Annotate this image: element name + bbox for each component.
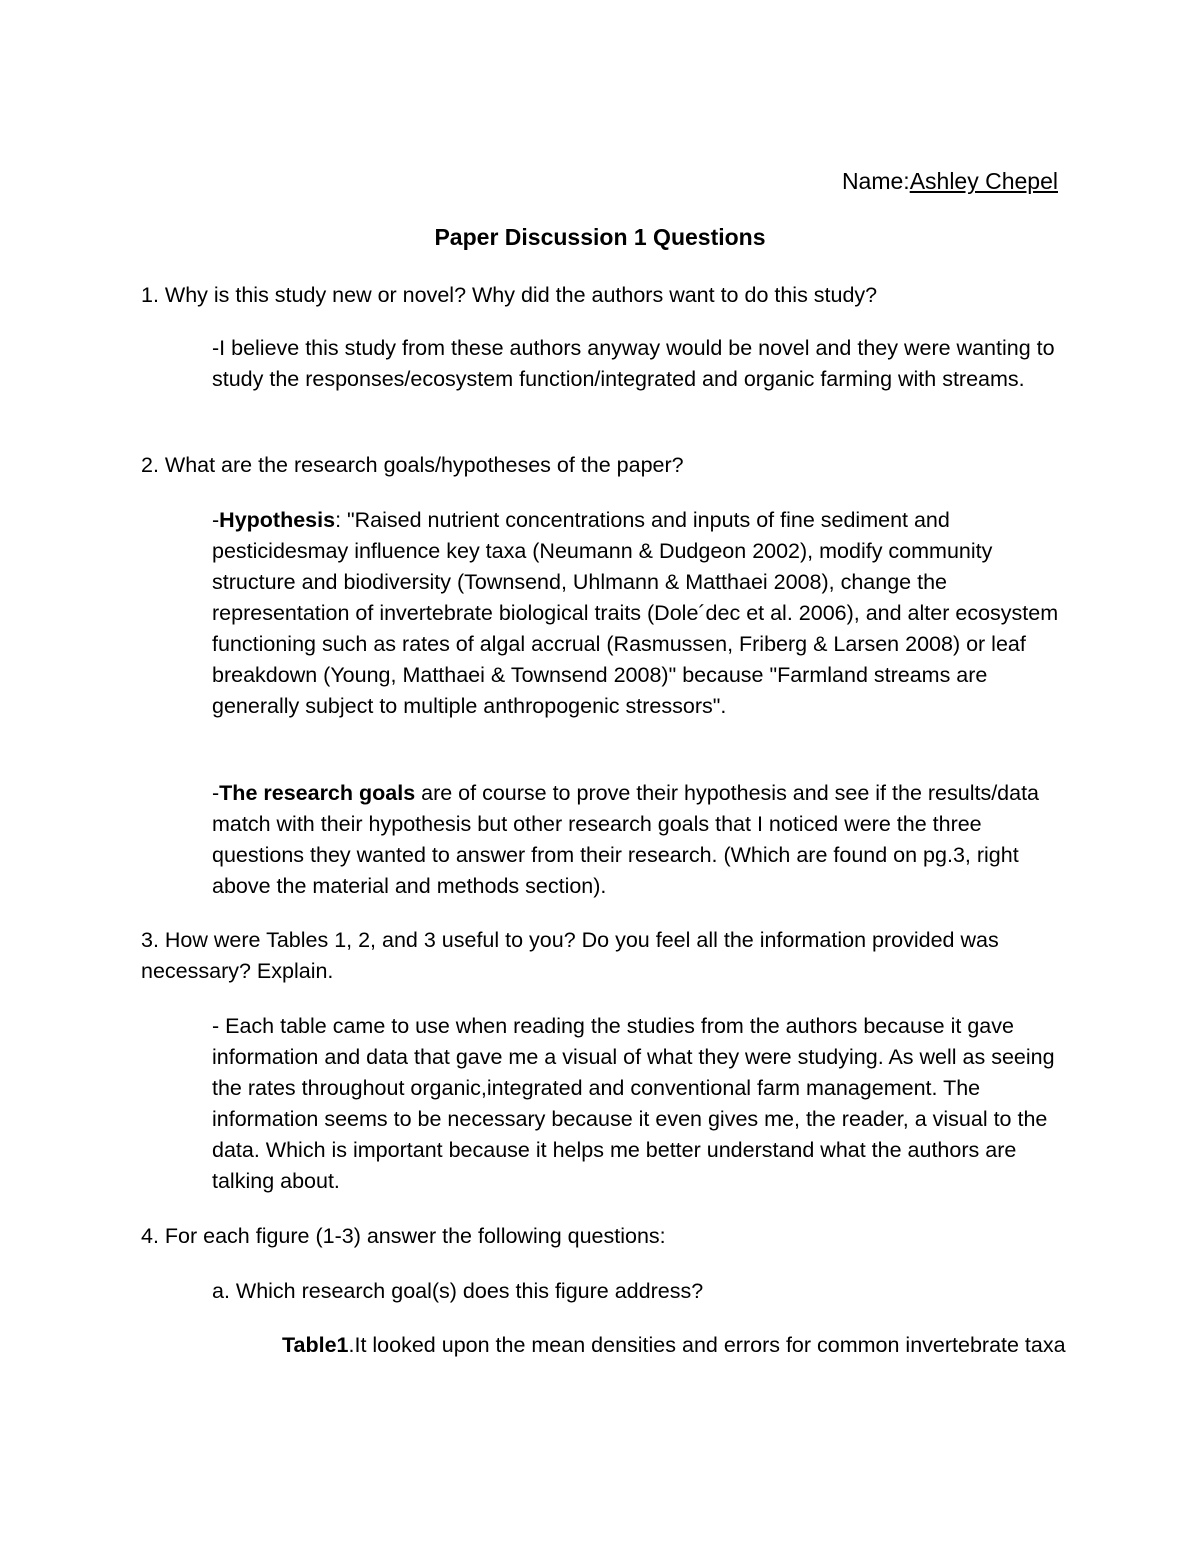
page-title: Paper Discussion 1 Questions <box>434 224 766 250</box>
answer-2-goals-prefix: - <box>212 781 220 805</box>
student-name: Ashley Chepel <box>909 168 1058 194</box>
answer-2-hypothesis <box>212 505 1072 722</box>
answer-2-goals-body: are of course to prove their hypothesis and see if the results/data match with their hypothesis but other research goals that I noticed were the three questions they wanted to answer from their research. (Which are found on pg.3, right above the material and methods section). <box>212 781 1040 898</box>
question-3: 3. How were Tables 1, 2, and 3 useful to you? Do you feel all the information provided was necessary? Explain. <box>141 928 999 983</box>
answer-1: -I believe this study from these authors anyway would be novel and they were wanting to study the responses/ecosystem function/integrated and organic farming with streams. <box>212 336 1055 391</box>
question-4: 4. For each figure (1-3) answer the following questions: <box>141 1224 666 1248</box>
answer-4a <box>282 1330 1072 1361</box>
answer-2-goals-lead: The research goals <box>219 781 416 805</box>
name-line <box>842 166 1058 196</box>
answer-2-goals <box>212 778 1072 902</box>
question-1: 1. Why is this study new or novel? Why did the authors want to do this study? <box>141 283 878 307</box>
question-2: 2. What are the research goals/hypotheses of the paper? <box>141 453 684 477</box>
answer-3: - Each table came to use when reading the studies from the authors because it gave information and data that gave me a visual of what they were studying. As well as seeing the rates throughout organic,integrated and conventional farm management. The information seems to be necessary because it even gives me, the reader, a visual to the data. Which is important because it helps me better understand what the authors are talking about. <box>212 1014 1055 1193</box>
answer-2-hypothesis-prefix: - <box>212 508 220 532</box>
answer-2-hypothesis-lead: Hypothesis <box>219 508 336 532</box>
name-label: Name: <box>841 168 910 194</box>
question-4a: a. Which research goal(s) does this figure address? <box>212 1279 704 1303</box>
answer-4a-body: .It looked upon the mean densities and errors for common invertebrate taxa <box>348 1333 1066 1357</box>
answer-4a-lead: Table1 <box>282 1333 349 1357</box>
answer-2-hypothesis-body: : "Raised nutrient concentrations and inputs of fine sediment and pesticidesmay influence key taxa (Neumann & Dudgeon 2002), modify community structure and biodiversity (Townsend, Uhlmann & Matthaei 2008), change the representation of invertebrate biological traits (Dole´dec et al. 2006), and alter ecosystem functioning such as rates of algal accrual (Rasmussen, Friberg & Larsen 2008) or leaf breakdown (Young, Matthaei & Townsend 2008)" because "Farmland streams are generally subject to multiple anthropogenic stressors". <box>212 508 1059 718</box>
